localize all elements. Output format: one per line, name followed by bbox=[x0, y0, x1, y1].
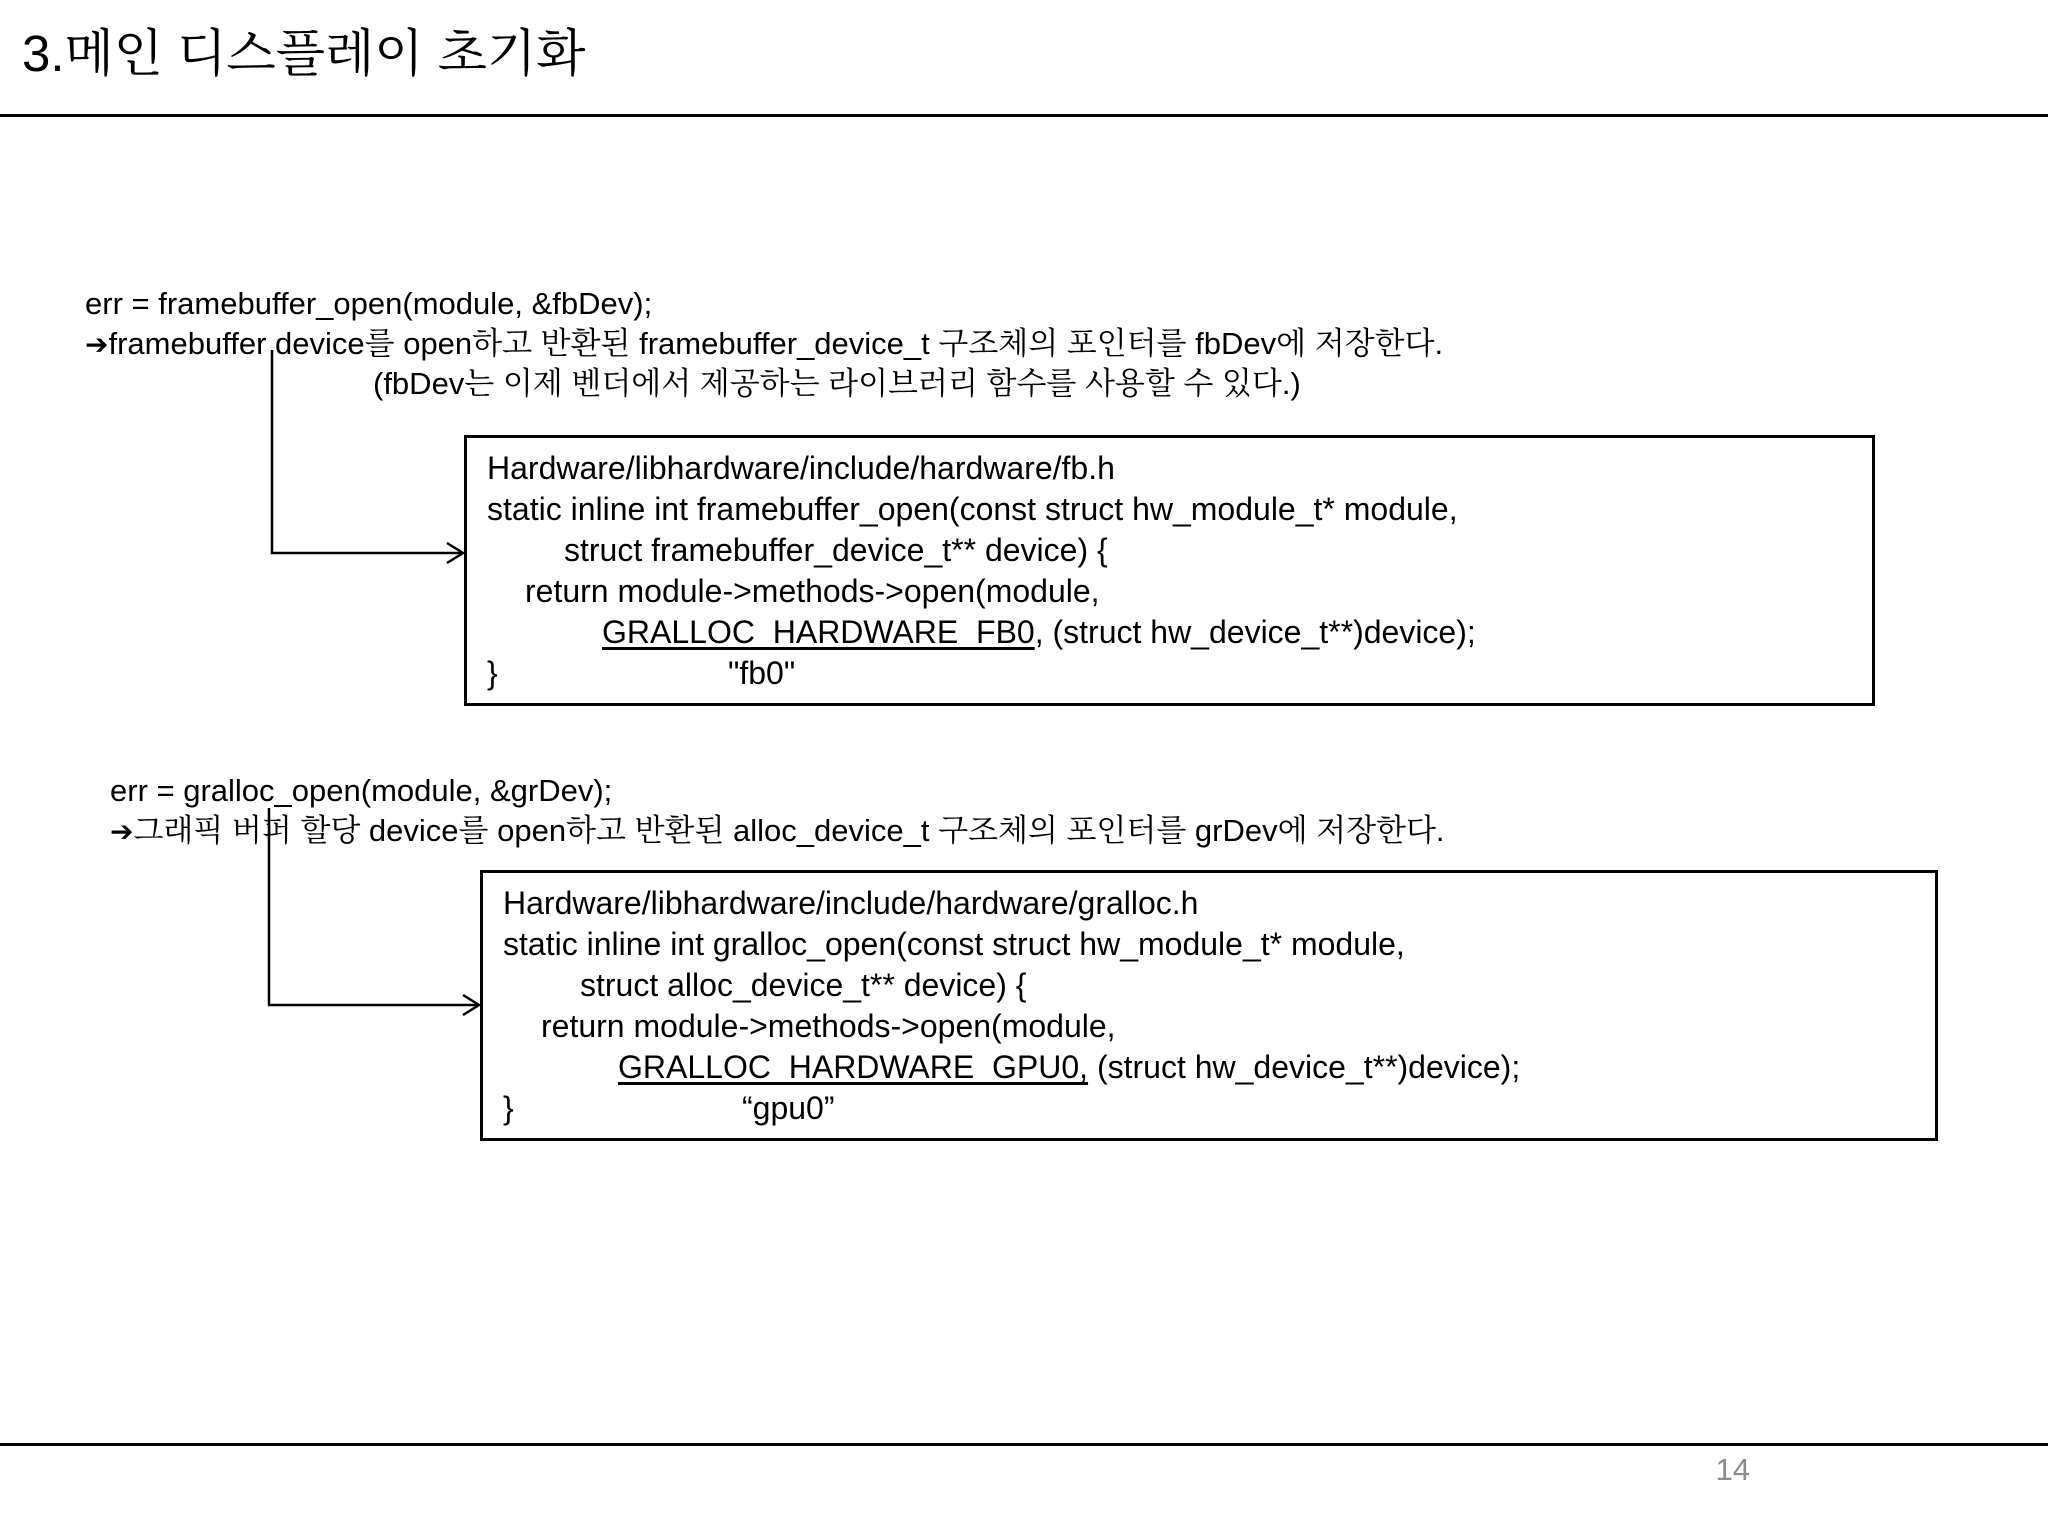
page-title: 3.메인 디스플레이 초기화 bbox=[22, 25, 586, 82]
framebuffer-description-text: framebuffer device를 open하고 반환된 framebuffer_device_t 구조체의 포인터를 fbDev에 저장한다. bbox=[108, 326, 1444, 361]
gpu0-annotation: “gpu0” bbox=[742, 1090, 835, 1126]
gralloc-code-line-3: return module->methods->open(module, bbox=[541, 1008, 1116, 1044]
gpu0-constant: GRALLOC_HARDWARE_GPU0, bbox=[618, 1049, 1089, 1085]
gralloc-code-line-4 bbox=[618, 1047, 1520, 1088]
fb-close-brace: } bbox=[487, 655, 498, 691]
gralloc-code-box bbox=[480, 870, 1938, 1141]
gralloc-open-call: err = gralloc_open(module, &grDev); bbox=[110, 773, 613, 808]
fb-code-line-3: return module->methods->open(module, bbox=[525, 573, 1100, 609]
right-arrow-icon: ➔ bbox=[110, 815, 134, 848]
gralloc-description bbox=[110, 811, 1445, 852]
framebuffer-description bbox=[85, 324, 1443, 365]
framebuffer-note: (fbDev는 이제 벤더에서 제공하는 라이브러리 함수를 사용할 수 있다.) bbox=[373, 366, 1301, 401]
gralloc-code-line-1: static inline int gralloc_open(const struct hw_module_t* module, bbox=[503, 926, 1405, 962]
fb-code-line-4 bbox=[602, 612, 1476, 653]
gralloc-description-text: 그래픽 버퍼 할당 device를 open하고 반환된 alloc_device_t 구조체의 포인터를 grDev에 저장한다. bbox=[133, 813, 1445, 848]
fb0-annotation: "fb0" bbox=[728, 655, 796, 691]
fb-code-line-1: static inline int framebuffer_open(const struct hw_module_t* module, bbox=[487, 491, 1458, 527]
fb0-constant: GRALLOC_HARDWARE_FB0 bbox=[602, 614, 1035, 650]
fb-code-line-2: struct framebuffer_device_t** device) { bbox=[564, 532, 1108, 568]
gralloc-code-line-4-rest: (struct hw_device_t**)device); bbox=[1088, 1049, 1521, 1085]
page-number: 14 bbox=[1715, 1452, 1750, 1487]
footer-divider bbox=[0, 1443, 2048, 1446]
framebuffer-open-call: err = framebuffer_open(module, &fbDev); bbox=[85, 286, 653, 321]
fb-header-path: Hardware/libhardware/include/hardware/fb.h bbox=[487, 450, 1115, 486]
gralloc-close-brace: } bbox=[503, 1090, 514, 1126]
fb-code-line-4-rest: , (struct hw_device_t**)device); bbox=[1034, 614, 1476, 650]
right-arrow-icon: ➔ bbox=[85, 328, 109, 361]
gralloc-header-path: Hardware/libhardware/include/hardware/gralloc.h bbox=[503, 885, 1199, 921]
fb-code-box bbox=[464, 435, 1875, 706]
gralloc-code-line-2: struct alloc_device_t** device) { bbox=[580, 967, 1027, 1003]
